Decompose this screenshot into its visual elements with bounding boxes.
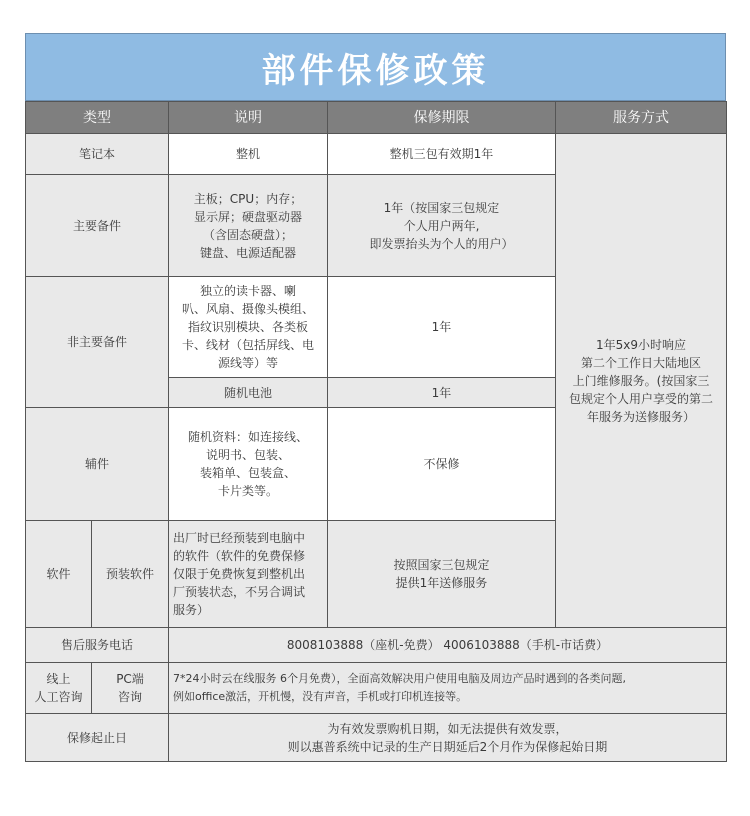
table-row — [26, 663, 727, 714]
period-cell: 1年（按国家三包规定 个人用户两年, 即发票抬头为个人的用户） — [328, 175, 556, 277]
header-row — [26, 102, 727, 134]
type-cell: 主要备件 — [26, 175, 169, 277]
type-cell: 软件 — [26, 521, 92, 628]
type-cell: 非主要备件 — [26, 277, 169, 408]
start-date-label: 保修起止日 — [26, 714, 169, 762]
header-period: 保修期限 — [328, 102, 556, 134]
consult-label: 线上 人工咨询 — [26, 663, 92, 714]
table-row — [26, 714, 727, 762]
page-title: 部件保修政策 — [261, 50, 490, 91]
warranty-policy-sheet — [25, 33, 726, 762]
period-cell: 不保修 — [328, 408, 556, 521]
period-cell: 按照国家三包规定 提供1年送修服务 — [328, 521, 556, 628]
subtype-cell: 预装软件 — [92, 521, 169, 628]
period-cell: 1年 — [328, 277, 556, 378]
table-row — [26, 628, 727, 663]
warranty-table — [25, 101, 727, 762]
description-cell: 随机资料：如连接线、 说明书、包装、 装箱单、包装盒、 卡片类等。 — [169, 408, 328, 521]
header-type: 类型 — [26, 102, 169, 134]
description-cell: 整机 — [169, 134, 328, 175]
period-cell: 1年 — [328, 378, 556, 408]
consult-sublabel: PC端 咨询 — [92, 663, 169, 714]
type-cell: 笔记本 — [26, 134, 169, 175]
consult-value: 7*24小时云在线服务 6个月免费），全面高效解决用户使用电脑及周边产品时遇到的各类问题, 例如office激活，开机慢，没有声音，手机或打印机连接等。 — [169, 663, 727, 714]
period-cell: 整机三包有效期1年 — [328, 134, 556, 175]
hotline-label: 售后服务电话 — [26, 628, 169, 663]
description-cell: 主板；CPU；内存； 显示屏；硬盘驱动器 （含固态硬盘）； 键盘、电源适配器 — [169, 175, 328, 277]
header-service: 服务方式 — [556, 102, 727, 134]
description-cell: 随机电池 — [169, 378, 328, 408]
title-banner — [25, 33, 726, 101]
description-cell: 出厂时已经预装到电脑中 的软件（软件的免费保修 仅限于免费恢复到整机出 厂预装状态，不另合调试 服务） — [169, 521, 328, 628]
service-method-cell: 1年5x9小时响应 第二个工作日大陆地区 上门维修服务。(按国家三 包规定个人用户享受的第二 年服务为送修服务） — [556, 134, 727, 628]
table-row — [26, 134, 727, 175]
hotline-value: 8008103888（座机-免费） 4006103888（手机-市话费） — [169, 628, 727, 663]
type-cell: 辅件 — [26, 408, 169, 521]
start-date-value: 为有效发票购机日期，如无法提供有效发票， 则以惠普系统中记录的生产日期延后2个月作为保修起始日期 — [169, 714, 727, 762]
header-description: 说明 — [169, 102, 328, 134]
description-cell: 独立的读卡器、喇 叭、风扇、摄像头模组、 指纹识别模块、各类板 卡、线材（包括屏线、电 源线等）等 — [169, 277, 328, 378]
